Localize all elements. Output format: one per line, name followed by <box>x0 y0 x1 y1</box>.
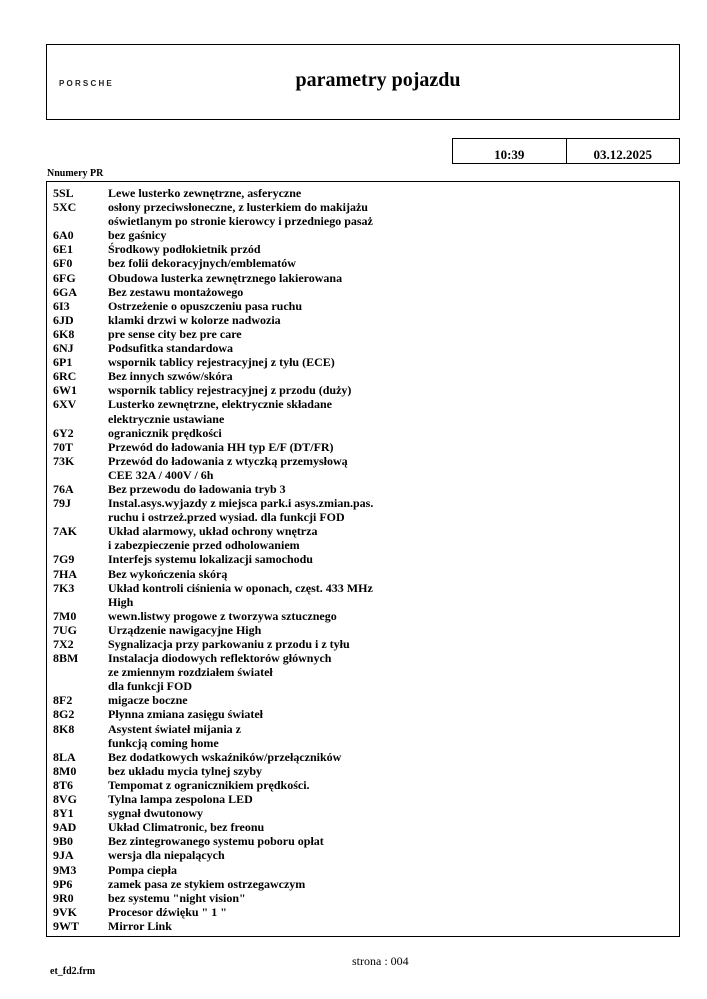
pr-description-line: Asystent świateł mijania z <box>108 721 241 736</box>
pr-code: 6E1 <box>53 242 74 257</box>
pr-description-line: Lewe lusterko zewnętrzne, asferyczne <box>108 186 302 200</box>
pr-code: 5XC <box>53 200 77 215</box>
pr-description-line: wspornik tablicy rejestracyjnej z przodu (duży) <box>108 383 352 398</box>
pr-description <box>108 200 679 228</box>
pr-row <box>47 496 679 524</box>
pr-code: 6GA <box>53 284 77 299</box>
pr-description-line: Podsufitka standardowa <box>108 341 234 356</box>
pr-description <box>108 256 679 270</box>
form-code: et_fd2.frm <box>50 966 96 977</box>
pr-description-line: Instalacja diodowych reflektorów głównych <box>108 651 332 666</box>
pr-row <box>47 693 679 707</box>
pr-description-line: funkcją coming home <box>108 735 219 750</box>
pr-description <box>108 820 679 834</box>
section-label: Nnumery PR <box>47 168 104 179</box>
pr-description-line: Bez wykończenia skórą <box>108 566 228 581</box>
pr-description-line: Bez zintegrowanego systemu poboru opłat <box>108 834 324 849</box>
pr-description-line: wersja dla niepalących <box>108 848 225 863</box>
pr-description-line: wspornik tablicy rejestracyjnej z tyłu (ECE) <box>108 355 335 370</box>
pr-description <box>108 299 679 313</box>
pr-code: 6FG <box>53 270 76 285</box>
pr-row <box>47 285 679 299</box>
pr-description <box>108 524 679 552</box>
pr-row <box>47 651 679 693</box>
pr-code: 6RC <box>53 369 77 384</box>
pr-code: 76A <box>53 481 74 496</box>
pr-code: 6JD <box>53 312 74 327</box>
pr-description-line: klamki drzwi w kolorze nadwozia <box>108 312 281 327</box>
pr-description <box>108 552 679 566</box>
pr-description <box>108 426 679 440</box>
pr-row <box>47 383 679 397</box>
pr-description <box>108 792 679 806</box>
pr-row <box>47 581 679 609</box>
pr-description-line: Tempomat z ogranicznikiem prędkości. <box>108 777 310 792</box>
pr-description-line: Układ kontroli ciśnienia w oponach, częst. 433 MHz <box>108 580 373 595</box>
pr-description <box>108 454 679 482</box>
pr-row <box>47 256 679 270</box>
pr-description <box>108 581 679 609</box>
pr-description-line: Procesor dźwięku " 1 " <box>108 904 227 919</box>
pr-description <box>108 764 679 778</box>
pr-description <box>108 383 679 397</box>
pr-code: 7UG <box>53 622 77 637</box>
pr-description <box>108 905 679 919</box>
pr-row <box>47 186 679 200</box>
pr-row <box>47 637 679 651</box>
pr-description-line: wewn.listwy progowe z tworzywa sztucznego <box>108 608 337 623</box>
pr-row <box>47 905 679 919</box>
pr-description <box>108 919 679 933</box>
pr-row <box>47 806 679 820</box>
pr-description <box>108 482 679 496</box>
pr-description <box>108 313 679 327</box>
pr-description <box>108 891 679 905</box>
pr-description-line: High <box>108 594 134 609</box>
pr-description <box>108 848 679 862</box>
pr-code: 9WT <box>53 918 80 933</box>
pr-code: 6K8 <box>53 326 75 341</box>
pr-description <box>108 567 679 581</box>
pr-code: 6XV <box>53 397 77 412</box>
pr-description-line: ze zmiennym rozdziałem świateł <box>108 665 273 680</box>
pr-description-line: Przewód do ładowania HH typ E/F (DT/FR) <box>108 439 334 454</box>
pr-row <box>47 524 679 552</box>
pr-description-line: Urządzenie nawigacyjne High <box>108 622 262 637</box>
pr-row <box>47 707 679 721</box>
pr-row <box>47 877 679 891</box>
pr-description <box>108 285 679 299</box>
pr-description-line: Sygnalizacja przy parkowaniu z przodu i z tyłu <box>108 637 350 651</box>
pr-row <box>47 834 679 848</box>
pr-row <box>47 327 679 341</box>
pr-description <box>108 834 679 848</box>
pr-row <box>47 355 679 369</box>
pr-row <box>47 242 679 256</box>
pr-code: 7M0 <box>53 608 77 623</box>
pr-description-line: Bez innych szwów/skóra <box>108 369 233 384</box>
pr-row <box>47 567 679 581</box>
pr-code: 8VG <box>53 792 77 807</box>
pr-code: 6F0 <box>53 256 73 271</box>
pr-code: 8K8 <box>53 721 75 736</box>
page-number: strona : 004 <box>352 954 409 968</box>
pr-description-line: ogranicznik prędkości <box>108 425 222 440</box>
pr-code: 9VK <box>53 904 77 919</box>
pr-code: 6A0 <box>53 228 74 243</box>
pr-description-line: pre sense city bez pre care <box>108 326 242 341</box>
pr-description-line: Płynna zmiana zasięgu świateł <box>108 707 263 722</box>
pr-row <box>47 454 679 482</box>
time-value: 10:39 <box>453 139 567 163</box>
pr-description-line: Przewód do ładowania z wtyczką przemysłową <box>108 453 348 468</box>
pr-description-line: Interfejs systemu lokalizacji samochodu <box>108 552 313 567</box>
pr-description <box>108 186 679 200</box>
pr-code: 9B0 <box>53 834 74 849</box>
pr-description-line: oświetlanym po stronie kierowcy i przedniego pasaż <box>108 214 373 229</box>
pr-description-line: Ostrzeżenie o opuszczeniu pasa ruchu <box>108 298 302 313</box>
pr-description <box>108 341 679 355</box>
pr-description-line: Układ alarmowy, układ ochrony wnętrza <box>108 524 318 539</box>
pr-description <box>108 355 679 369</box>
pr-description-line: Tylna lampa zespolona LED <box>108 792 253 807</box>
pr-description-line: Obudowa lusterka zewnętrznego lakierowana <box>108 270 343 285</box>
pr-description-line: sygnał dwutonowy <box>108 806 204 821</box>
pr-code: 9P6 <box>53 876 73 891</box>
pr-description-line: Bez zestawu montażowego <box>108 284 244 299</box>
pr-description <box>108 327 679 341</box>
pr-row <box>47 440 679 454</box>
pr-description <box>108 369 679 383</box>
pr-row <box>47 863 679 877</box>
pr-description-line: Bez przewodu do ładowania tryb 3 <box>108 481 286 496</box>
pr-code: 9JA <box>53 848 74 863</box>
pr-description <box>108 806 679 820</box>
date-value: 03.12.2025 <box>593 147 652 162</box>
pr-description-line: dla funkcji FOD <box>108 679 193 694</box>
pr-description <box>108 496 679 524</box>
pr-description-line: Bez dodatkowych wskaźników/przełączników <box>108 749 342 764</box>
pr-description-line: ruchu i ostrzeż.przed wysiad. dla funkcji FOD <box>108 510 345 525</box>
pr-description-line: bez układu mycia tylnej szyby <box>108 763 263 778</box>
pr-code: 9R0 <box>53 890 74 905</box>
pr-description-line: CEE 32A / 400V / 6h <box>108 467 214 482</box>
pr-code: 6I3 <box>53 298 70 313</box>
pr-description-line: osłony przeciwsłoneczne, z lusterkiem do makijażu <box>108 200 368 215</box>
pr-description <box>108 623 679 637</box>
pr-code: 7AK <box>53 524 77 539</box>
datetime-box <box>452 138 680 164</box>
pr-row <box>47 397 679 425</box>
pr-description-line: elektrycznie ustawiane <box>108 411 225 426</box>
pr-description <box>108 877 679 891</box>
pr-description-line: bez gaśnicy <box>108 228 167 243</box>
pr-code: 7X2 <box>53 637 74 651</box>
pr-code: 7K3 <box>53 580 75 595</box>
pr-row <box>47 623 679 637</box>
pr-code: 9AD <box>53 820 77 835</box>
pr-code: 8Y1 <box>53 806 74 821</box>
page-title: parametry pojazdu <box>295 69 461 91</box>
pr-row <box>47 426 679 440</box>
pr-description-line: i zabezpieczenie przed odholowaniem <box>108 538 300 553</box>
pr-row <box>47 764 679 778</box>
pr-description-line: Środkowy podłokietnik przód <box>108 242 261 257</box>
pr-code: 6Y2 <box>53 425 74 440</box>
pr-code: 8M0 <box>53 763 77 778</box>
pr-row <box>47 820 679 834</box>
porsche-logo: PORSCHE <box>59 79 114 88</box>
pr-description-line: bez systemu "night vision" <box>108 890 246 905</box>
pr-description <box>108 693 679 707</box>
pr-code: 6W1 <box>53 383 77 398</box>
pr-row <box>47 369 679 383</box>
pr-description-line: zamek pasa ze stykiem ostrzegawczym <box>108 876 306 891</box>
pr-description <box>108 707 679 721</box>
pr-description <box>108 863 679 877</box>
pr-code: 9M3 <box>53 862 77 877</box>
pr-description-line: Lusterko zewnętrzne, elektrycznie składane <box>108 397 332 412</box>
header-box <box>46 44 680 120</box>
pr-row <box>47 313 679 327</box>
pr-description <box>108 228 679 242</box>
pr-code: 8LA <box>53 749 76 764</box>
pr-code: 6P1 <box>53 355 73 370</box>
pr-row <box>47 778 679 792</box>
pr-code: 7HA <box>53 566 77 581</box>
pr-row <box>47 848 679 862</box>
pr-row <box>47 271 679 285</box>
pr-description-line: Instal.asys.wyjazdy z miejsca park.i asys.zmian.pas. <box>108 496 374 511</box>
pr-description <box>108 750 679 764</box>
pr-row <box>47 609 679 623</box>
pr-description <box>108 397 679 425</box>
pr-description <box>108 637 679 651</box>
pr-row <box>47 792 679 806</box>
pr-code: 5SL <box>53 186 74 200</box>
pr-row <box>47 891 679 905</box>
pr-description-line: Mirror Link <box>108 918 172 933</box>
pr-description-line: migacze boczne <box>108 693 188 708</box>
pr-row <box>47 552 679 566</box>
pr-code: 70T <box>53 439 74 454</box>
pr-row <box>47 482 679 496</box>
pr-row <box>47 299 679 313</box>
pr-list <box>46 181 680 937</box>
pr-description <box>108 651 679 693</box>
pr-description <box>108 778 679 792</box>
pr-code: 8F2 <box>53 693 73 708</box>
pr-row <box>47 200 679 228</box>
pr-row <box>47 341 679 355</box>
pr-code: 7G9 <box>53 552 75 567</box>
pr-row <box>47 919 679 933</box>
pr-row <box>47 228 679 242</box>
pr-description-line: Układ Climatronic, bez freonu <box>108 820 265 835</box>
pr-description-line: Pompa ciepła <box>108 862 177 877</box>
pr-code: 8T6 <box>53 777 74 792</box>
pr-description <box>108 271 679 285</box>
pr-code: 79J <box>53 496 71 511</box>
pr-code: 73K <box>53 453 75 468</box>
pr-description <box>108 722 679 750</box>
pr-row <box>47 722 679 750</box>
pr-description <box>108 609 679 623</box>
pr-description <box>108 242 679 256</box>
pr-code: 8BM <box>53 651 79 666</box>
pr-code: 8G2 <box>53 707 75 722</box>
pr-row <box>47 750 679 764</box>
pr-description <box>108 440 679 454</box>
pr-description-line: bez folii dekoracyjnych/emblematów <box>108 256 296 271</box>
pr-code: 6NJ <box>53 341 74 356</box>
